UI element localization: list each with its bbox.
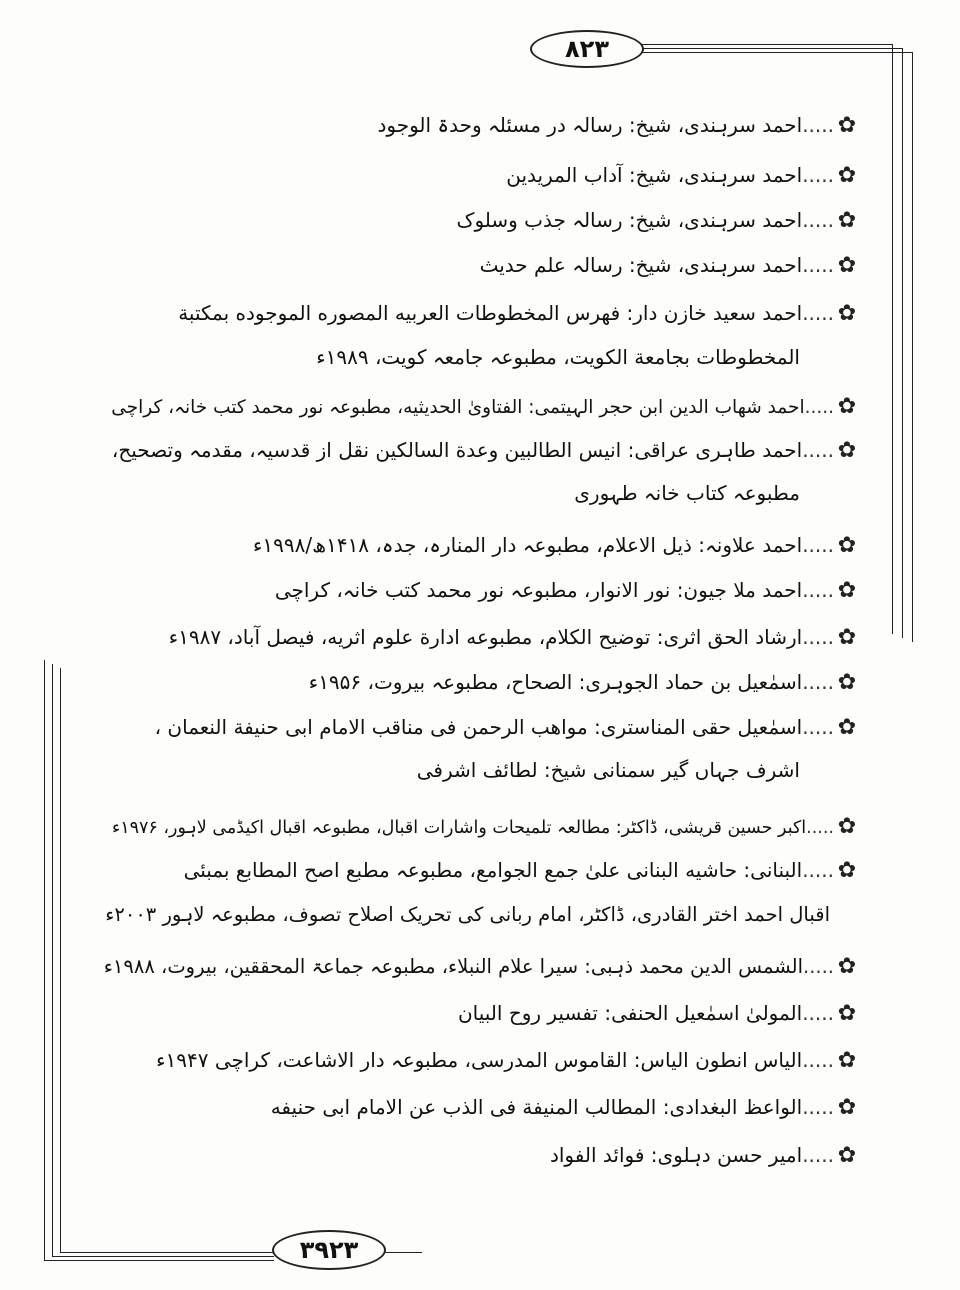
- flower-star-icon: ✿: [837, 394, 857, 419]
- flower-star-icon: ✿: [837, 858, 857, 883]
- leader-dots: .....: [802, 301, 834, 325]
- entry-text: اسمٰعیل بن حماد الجوہری: الصحاح، مطبوعہ بیروت، ۱۹۵۶ء: [308, 670, 803, 694]
- flower-star-icon: ✿: [837, 670, 857, 695]
- entry-text: احمد علاونہ: ذیل الاعلام، مطبوعہ دار المنارہ، جدہ، ۱۴۱۸ھ/۱۹۹۸ء: [253, 533, 803, 557]
- bibliography-entry: [457, 205, 860, 236]
- bibliography-entry: [506, 160, 860, 191]
- leader-dots: .....: [806, 818, 834, 838]
- flower-star-icon: ✿: [837, 253, 857, 278]
- flower-star-icon: ✿: [837, 578, 857, 603]
- entry-continuation: اشرف جہاں گیر سمنانی شیخ: لطائف اشرفی: [416, 758, 800, 782]
- leader-dots: .....: [803, 955, 834, 978]
- bibliography-entry: [480, 250, 860, 281]
- bibliography-entry: [377, 110, 860, 141]
- bibliography-entry: [155, 712, 860, 743]
- leader-dots: .....: [802, 578, 834, 602]
- entry-text: الواعظ البغدادی: المطالب المنیفة فی الذب عن الامام ابی حنیفه: [270, 1095, 803, 1119]
- entry-text: امیر حسن دہلوی: فوائد الفواد: [549, 1143, 803, 1167]
- bibliography-entry: [253, 530, 860, 561]
- flower-star-icon: ✿: [837, 1001, 857, 1026]
- entry-text: احمد شهاب الدین ابن حجر الہیتمی: الفتاویٰ الحدیثیه، مطبوعہ نور محمد کتب خانہ، کراچی: [111, 397, 805, 418]
- bibliography-entry: [184, 855, 860, 886]
- flower-star-icon: ✿: [837, 715, 857, 740]
- leader-dots: .....: [802, 253, 834, 277]
- bibliography-entry: [309, 667, 860, 698]
- leader-dots: .....: [802, 1001, 834, 1025]
- bibliography-entry: [112, 435, 860, 466]
- entry-text: اکبر حسین قریشی، ڈاکٹر: مطالعہ تلمیحات واشارات اقبال، مطبوعہ اقبال اکیڈمی لاہور، ۱۹۷۶ء: [112, 818, 807, 838]
- leader-dots: .....: [802, 208, 834, 232]
- flower-star-icon: ✿: [837, 1095, 857, 1120]
- bibliography-entry: [156, 1045, 860, 1076]
- flower-star-icon: ✿: [837, 625, 857, 650]
- leader-dots: .....: [802, 438, 834, 462]
- flower-star-icon: ✿: [837, 814, 857, 839]
- bibliography-entry: [550, 1140, 860, 1171]
- entry-text: احمد سرہندی، شیخ: رسالہ جذب وسلوک: [456, 208, 803, 232]
- flower-star-icon: ✿: [837, 163, 857, 188]
- bibliography-entry: [169, 622, 860, 653]
- entry-text: احمد طاہری عراقی: انیس الطالبین وعدة السالکین نقل از قدسیہ، مقدمہ وتصحیح،: [111, 438, 803, 462]
- entry-text: احمد سرہندی، شیخ: رسالہ علم حدیث: [479, 253, 803, 277]
- leader-dots: .....: [802, 715, 834, 739]
- flower-star-icon: ✿: [837, 208, 857, 233]
- entry-text: احمد سرہندی، شیخ: آداب المریدین: [506, 163, 803, 187]
- entry-text: البنانی: حاشیه البنانی علیٰ جمع الجوامع، مطبوعہ مطبع اصح المطابع بمبئی: [183, 858, 803, 882]
- flower-star-icon: ✿: [837, 533, 857, 558]
- leader-dots: .....: [802, 1095, 834, 1119]
- flower-star-icon: ✿: [837, 438, 857, 463]
- entry-text: اسمٰعیل حقی المناستری: مواهب الرحمن فی مناقب الامام ابی حنیفة النعمان ،: [154, 715, 803, 739]
- entry-text: احمد ملا جیون: نور الانوار، مطبوعہ نور محمد کتب خانہ، کراچی: [274, 578, 803, 602]
- entry-text: الشمس الدین محمد ذہبی: سیرا علام النبلاء، مطبوعہ جماعۃ المحققین، بیروت، ۱۹۸۸ء: [103, 955, 803, 978]
- flower-star-icon: ✿: [837, 301, 857, 326]
- bottom-page-number: ۳۹۲۳: [272, 1230, 386, 1270]
- entry-text: الیاس انطون الیاس: القاموس المدرسی، مطبوعہ دار الاشاعت، کراچی ۱۹۴۷ء: [156, 1048, 803, 1072]
- bibliography-entry: [178, 298, 860, 329]
- leader-dots: .....: [802, 858, 834, 882]
- leader-dots: .....: [802, 1048, 834, 1072]
- flower-star-icon: ✿: [837, 1048, 857, 1073]
- entry-continuation: اقبال احمد اختر القادری، ڈاکٹر، امام ربانی کی تحریک اصلاح تصوف، مطبوعہ لاہور ۲۰۰۳ء: [105, 903, 830, 926]
- flower-star-icon: ✿: [837, 954, 857, 979]
- leader-dots: .....: [802, 113, 834, 137]
- entry-text: احمد سرہندی، شیخ: رسالہ در مسئلہ وحدۃ الوجود: [377, 113, 803, 137]
- leader-dots: .....: [802, 1143, 834, 1167]
- entry-continuation: المخطوطات بجامعة الکویت، مطبوعہ جامعہ کویت، ۱۹۸۹ء: [316, 345, 800, 369]
- leader-dots: .....: [802, 163, 834, 187]
- bibliography-entry: [112, 812, 860, 843]
- bibliography-entry: [111, 392, 860, 423]
- bibliography-entry: [104, 952, 860, 982]
- bibliography-entry: [271, 1092, 860, 1123]
- entry-text: ارشاد الحق اثری: توضیح الکلام، مطبوعه ادارة علوم اثریه، فیصل آباد، ۱۹۸۷ء: [168, 625, 803, 649]
- flower-star-icon: ✿: [837, 113, 857, 138]
- top-page-number: ۸۲۳: [530, 30, 644, 68]
- leader-dots: .....: [804, 397, 834, 418]
- leader-dots: .....: [802, 625, 834, 649]
- leader-dots: .....: [802, 533, 834, 557]
- bibliography-entry: [275, 575, 860, 606]
- bibliography-entry: [458, 998, 860, 1029]
- entry-continuation: مطبوعہ کتاب خانہ طہوری: [574, 481, 800, 505]
- entry-text: المولیٰ اسمٰعیل الحنفی: تفسیر روح البیان: [457, 1001, 803, 1025]
- leader-dots: .....: [802, 670, 834, 694]
- flower-star-icon: ✿: [837, 1143, 857, 1168]
- entry-text: احمد سعید خازن دار: فهرس المخطوطات العربیه المصوره الموجوده بمکتبة: [178, 301, 803, 325]
